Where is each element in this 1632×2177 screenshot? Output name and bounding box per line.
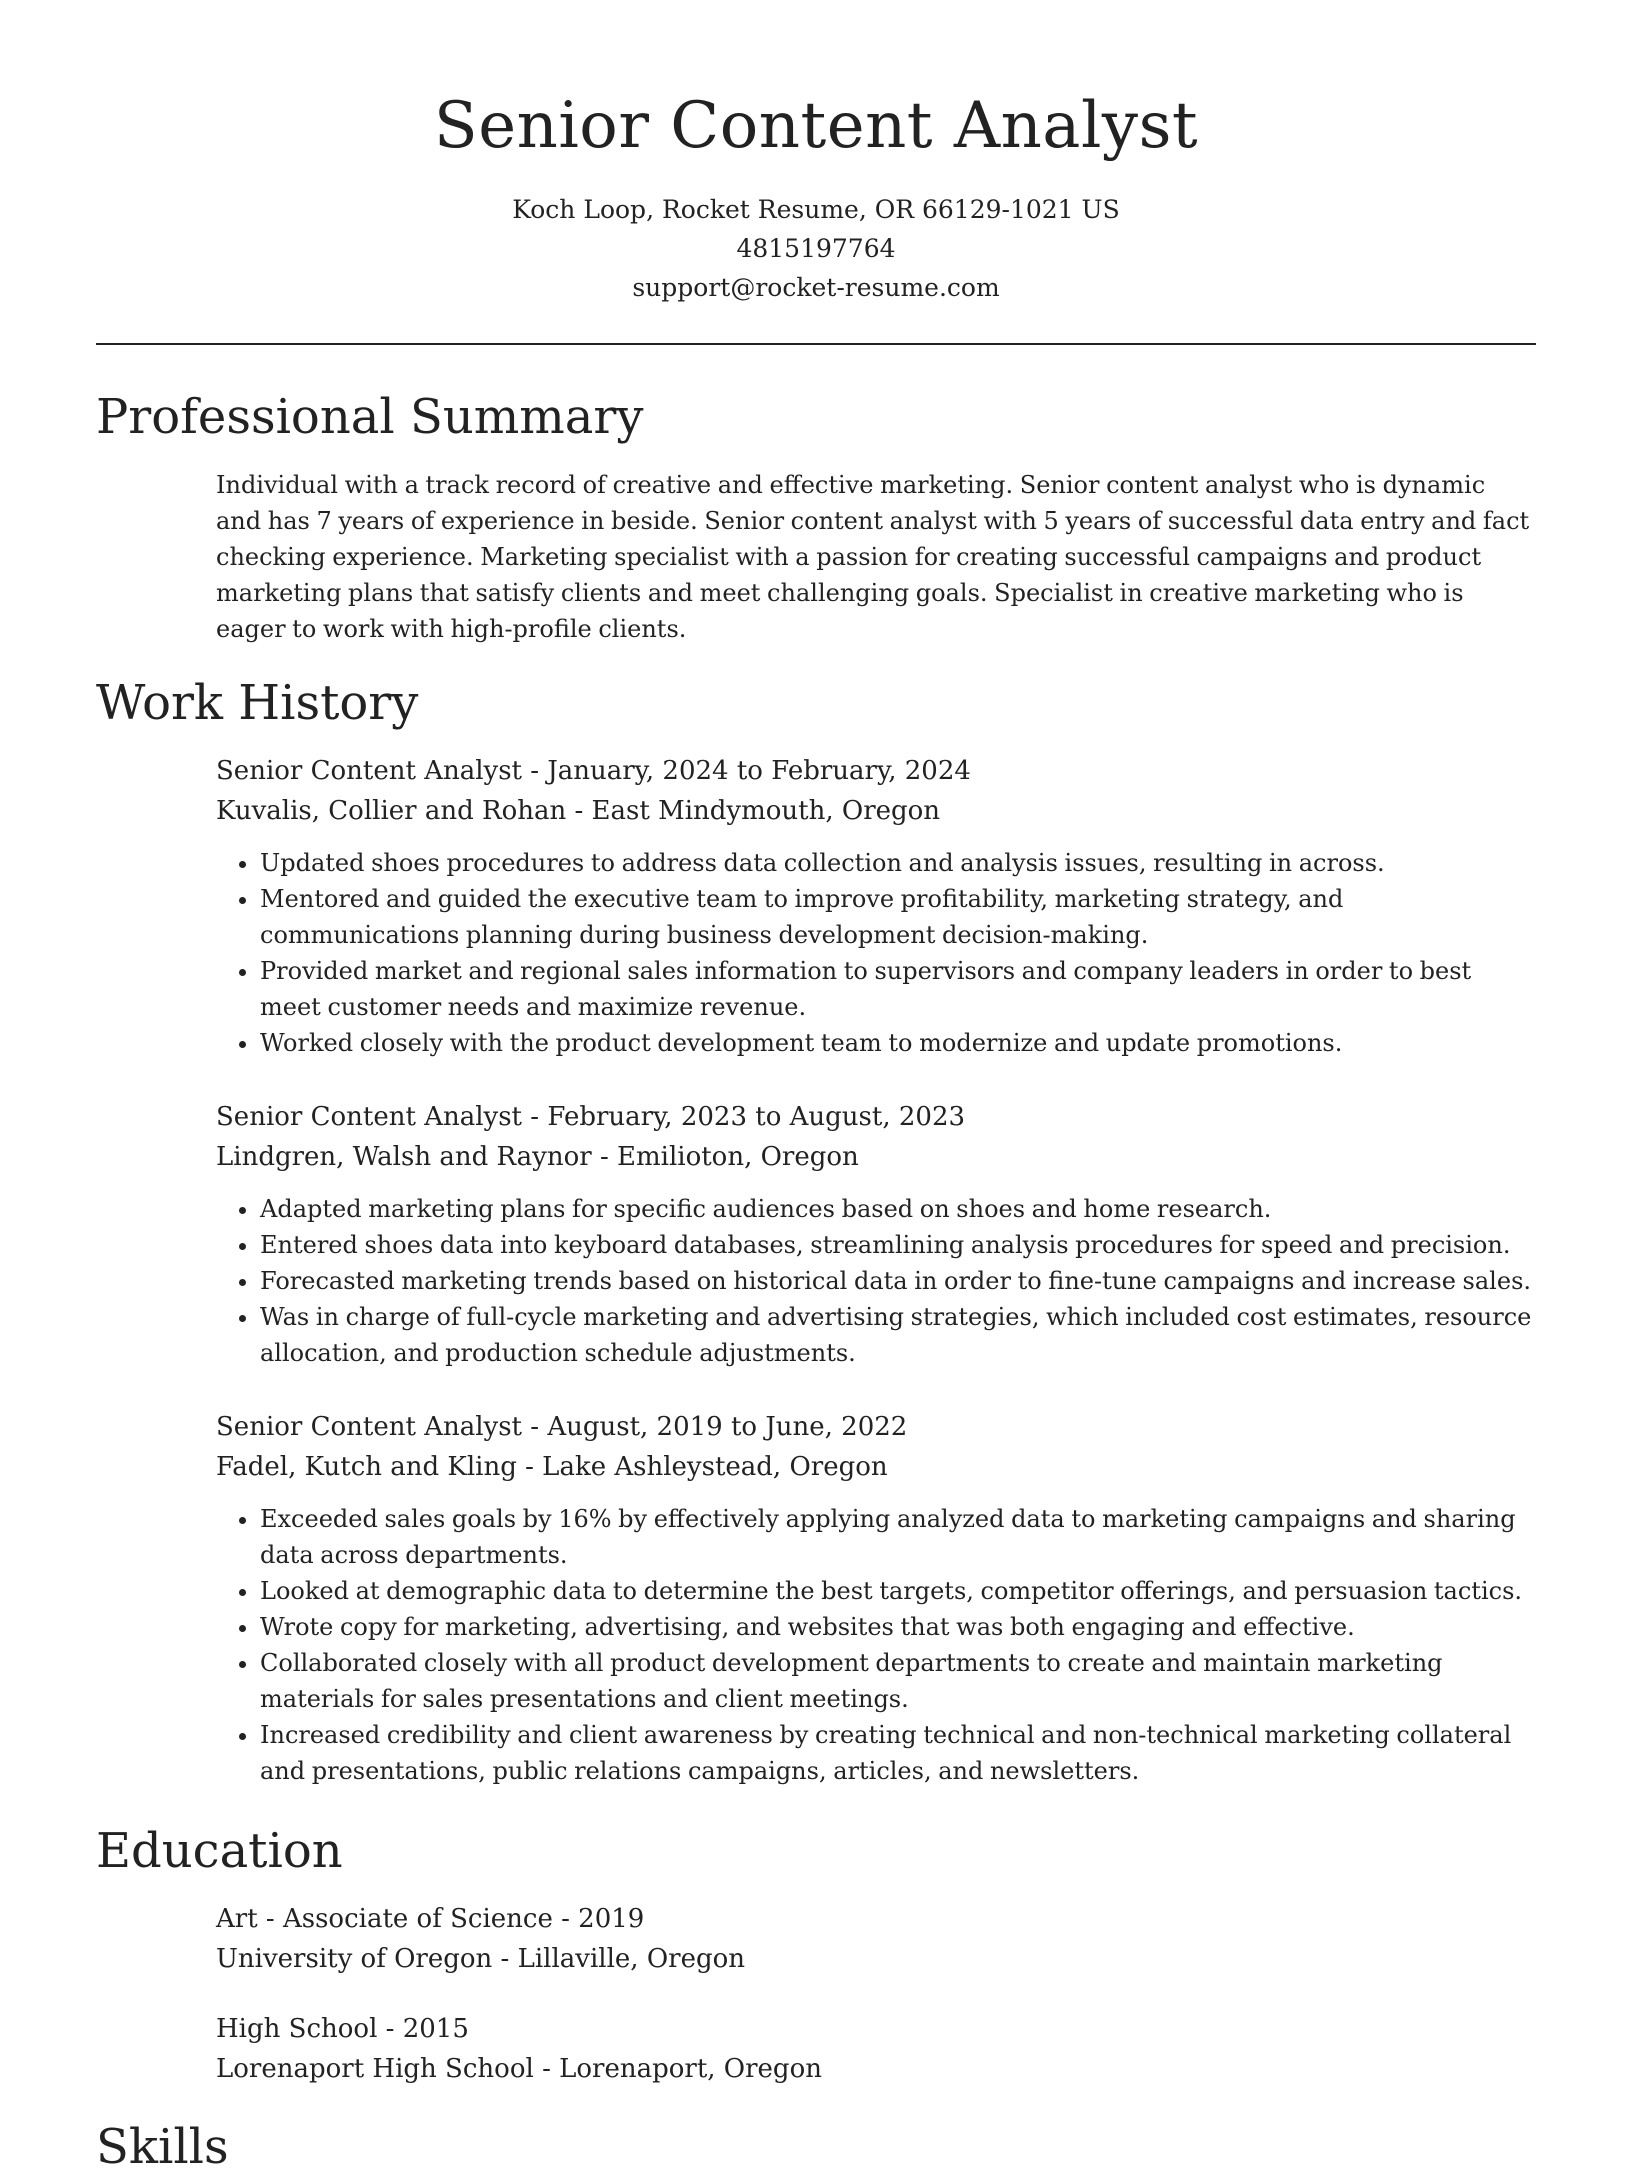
job-company-location: Fadel, Kutch and Kling - Lake Ashleystead, Oregon bbox=[216, 1452, 888, 1482]
job-bullet: • Worked closely with the product development team to modernize and update promotions. bbox=[260, 1025, 1536, 1061]
education-heading: Education bbox=[96, 1823, 343, 1879]
header-divider bbox=[96, 343, 1536, 345]
job-bullet: • Entered shoes data into keyboard databases, streamlining analysis procedures for speed and precision. bbox=[260, 1227, 1536, 1263]
summary-section bbox=[216, 467, 1536, 647]
candidate-title: Senior Content Analyst bbox=[433, 89, 1199, 163]
job-role-dates: Senior Content Analyst - February, 2023 to August, 2023 bbox=[216, 1102, 966, 1132]
education-degree-year: Art - Associate of Science - 2019 bbox=[216, 1904, 645, 1934]
job-role-dates: Senior Content Analyst - January, 2024 to February, 2024 bbox=[216, 756, 971, 786]
job-bullet: • Exceeded sales goals by 16% by effectively applying analyzed data to marketing campaigns and sharing data across departments. bbox=[260, 1501, 1536, 1573]
job-bullet: • Was in charge of full-cycle marketing and advertising strategies, which included cost estimates, resource allocation, and production schedule adjustments. bbox=[260, 1299, 1536, 1371]
job-bullets bbox=[216, 1501, 1536, 1789]
job-entry bbox=[216, 1407, 1536, 1789]
contact-address: Koch Loop, Rocket Resume, OR 66129-1021 US bbox=[512, 195, 1120, 224]
job-bullet: • Adapted marketing plans for specific audiences based on shoes and home research. bbox=[260, 1191, 1536, 1227]
job-bullets bbox=[216, 1191, 1536, 1371]
education-degree-year: High School - 2015 bbox=[216, 2014, 469, 2044]
job-bullets bbox=[216, 845, 1536, 1061]
job-entry bbox=[216, 751, 1536, 1061]
education-school-location: Lorenaport High School - Lorenaport, Oregon bbox=[216, 2054, 822, 2084]
skills-heading: Skills bbox=[96, 2119, 229, 2175]
work-history-heading: Work History bbox=[96, 675, 419, 731]
contact-phone: 4815197764 bbox=[736, 234, 896, 263]
job-bullet: • Updated shoes procedures to address data collection and analysis issues, resulting in across. bbox=[260, 845, 1536, 881]
job-bullet: • Forecasted marketing trends based on historical data in order to fine-tune campaigns and increase sales. bbox=[260, 1263, 1536, 1299]
work-history-section bbox=[216, 751, 1536, 1789]
job-company-location: Lindgren, Walsh and Raynor - Emilioton, Oregon bbox=[216, 1142, 859, 1172]
job-company-location: Kuvalis, Collier and Rohan - East Mindymouth, Oregon bbox=[216, 796, 941, 826]
job-bullet: • Increased credibility and client awareness by creating technical and non-technical marketing collateral and presentations, public relations campaigns, articles, and newsletters. bbox=[260, 1717, 1536, 1789]
education-entry bbox=[216, 1899, 1536, 1979]
job-bullet: • Mentored and guided the executive team to improve profitability, marketing strategy, and communications planning during business development decision-making. bbox=[260, 881, 1536, 953]
job-bullet: • Wrote copy for marketing, advertising, and websites that was both engaging and effective. bbox=[260, 1609, 1536, 1645]
job-bullet: • Provided market and regional sales information to supervisors and company leaders in order to best meet customer needs and maximize revenue. bbox=[260, 953, 1536, 1025]
contact-email: support@rocket-resume.com bbox=[632, 273, 1000, 302]
job-entry bbox=[216, 1097, 1536, 1371]
education-section bbox=[216, 1899, 1536, 2089]
contact-info bbox=[96, 190, 1536, 307]
resume-page bbox=[96, 0, 1536, 2177]
job-bullet: • Collaborated closely with all product development departments to create and maintain marketing materials for sales presentations and client meetings. bbox=[260, 1645, 1536, 1717]
education-entry bbox=[216, 2009, 1536, 2089]
education-school-location: University of Oregon - Lillaville, Oregon bbox=[216, 1944, 746, 1974]
resume-header bbox=[96, 0, 1536, 307]
summary-text: Individual with a track record of creative and effective marketing. Senior content analyst who is dynamic and has 7 years of experience in beside. Senior content analyst with 5 years of successful data entry and fact checking experience. Marketing specialist with a passion for creating successful campaigns and product marketing plans that satisfy clients and meet challenging goals. Specialist in creative marketing who is eager to work with high-profile clients. bbox=[216, 471, 1530, 643]
job-role-dates: Senior Content Analyst - August, 2019 to June, 2022 bbox=[216, 1412, 908, 1442]
summary-heading: Professional Summary bbox=[96, 389, 644, 445]
job-bullet: • Looked at demographic data to determine the best targets, competitor offerings, and persuasion tactics. bbox=[260, 1573, 1536, 1609]
